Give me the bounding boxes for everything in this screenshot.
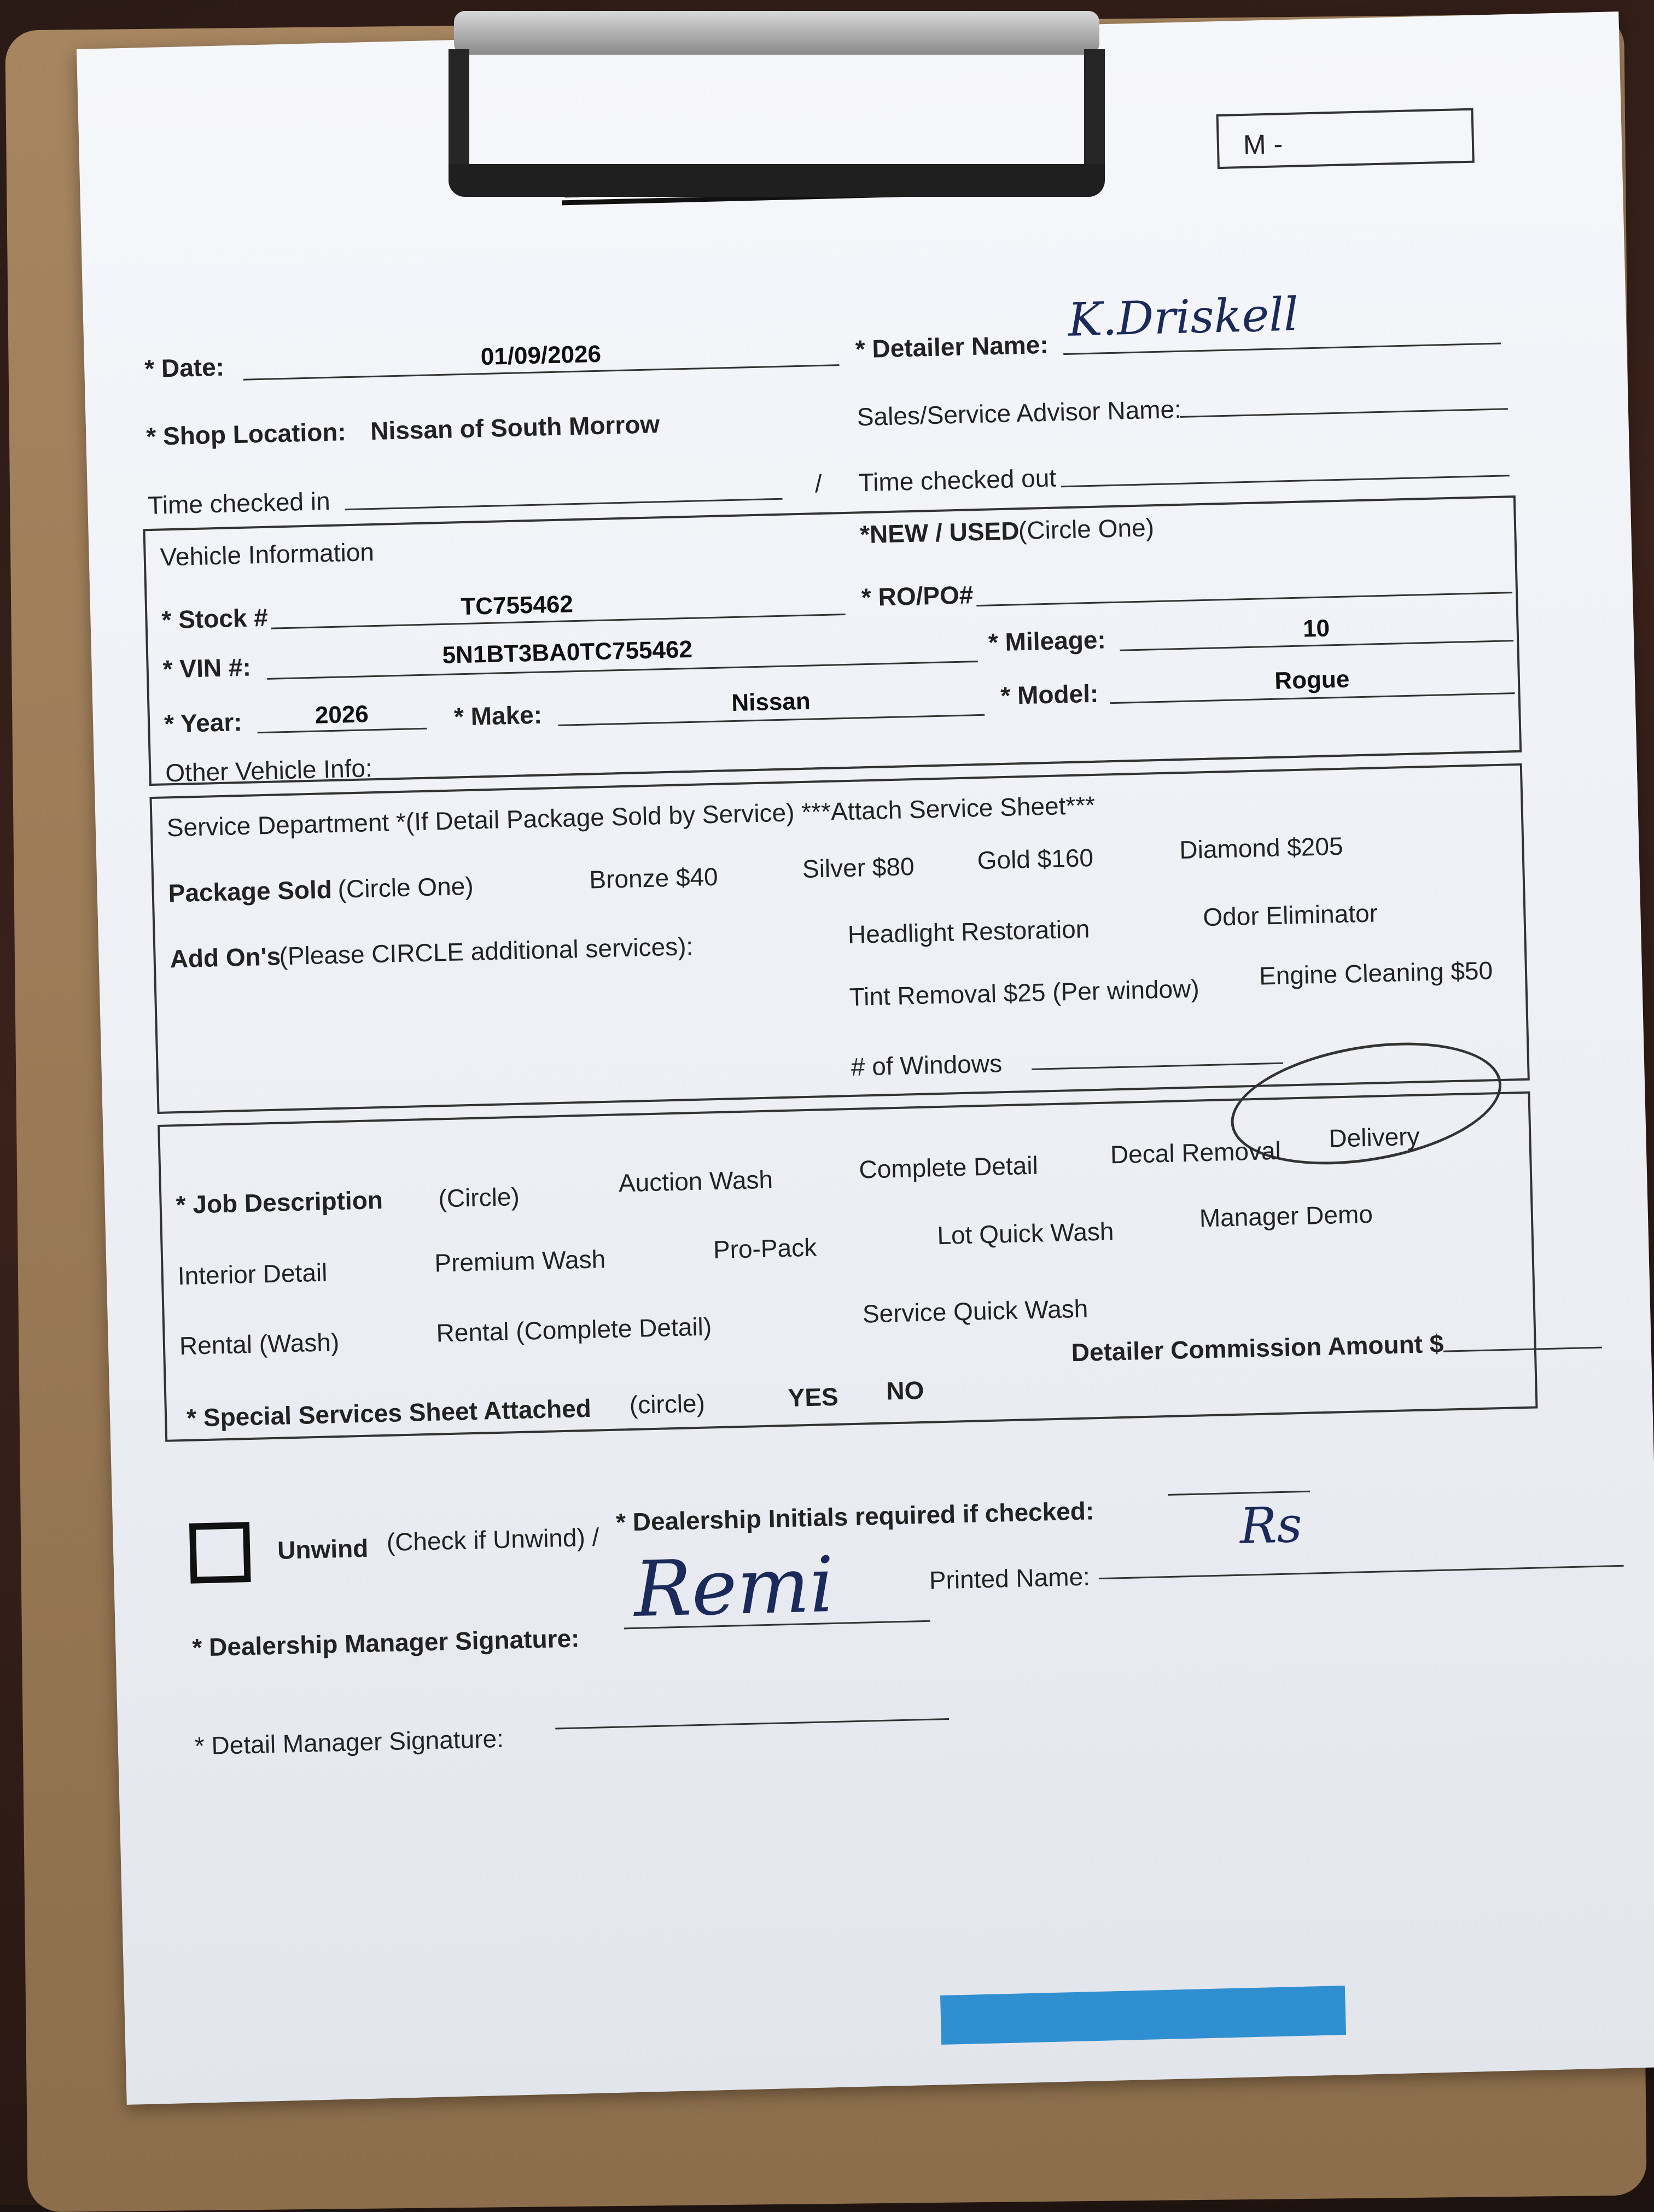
unwind-checkbox[interactable] [189,1522,251,1584]
clipboard-clip-bottom [449,164,1105,197]
package-gold[interactable]: Gold $160 [977,843,1094,875]
detail-manager-signature-line[interactable] [555,1718,949,1730]
windows-count-label: # of Windows [851,1049,1003,1081]
m-number-box[interactable] [1216,108,1475,169]
package-sold-label: Package Sold [168,875,333,908]
job-auction-wash[interactable]: Auction Wash [618,1165,773,1198]
make-field[interactable]: Nissan [731,687,811,717]
job-delivery[interactable]: Delivery [1328,1122,1420,1153]
add-ons-note: (Please CIRCLE additional services): [278,931,694,971]
addon-headlight-restoration[interactable]: Headlight Restoration [847,914,1090,949]
year-label: * Year: [164,707,243,738]
job-pro-pack[interactable]: Pro-Pack [713,1233,817,1264]
vin-label: * VIN #: [162,652,252,684]
dealership-initials-label: * Dealership Initials required if checked: [615,1496,1094,1537]
job-manager-demo[interactable]: Manager Demo [1199,1199,1373,1233]
new-used-circle-note: (Circle One) [1018,513,1155,545]
time-checked-in-line[interactable] [345,498,783,511]
year-field[interactable]: 2026 [315,701,369,729]
dealership-initials-line[interactable] [1168,1491,1310,1496]
vin-field[interactable]: 5N1BT3BA0TC755462 [442,635,693,669]
time-separator: / [814,469,823,498]
dealership-manager-signature-label: * Dealership Manager Signature: [191,1624,580,1662]
shop-location-value: Nissan of South Morrow [370,410,660,446]
clipboard-clip-bar [454,11,1099,55]
job-interior-detail[interactable]: Interior Detail [177,1258,328,1291]
special-services-label: * Special Services Sheet Attached [186,1393,592,1432]
detailer-name-label: * Detailer Name: [855,330,1049,364]
date-field[interactable]: 01/09/2026 [480,340,602,371]
package-silver[interactable]: Silver $80 [802,852,915,884]
advisor-name-label: Sales/Service Advisor Name: [857,394,1182,431]
unwind-note: (Check if Unwind) / [386,1522,599,1556]
advisor-name-line[interactable] [1180,408,1508,418]
job-complete-detail[interactable]: Complete Detail [858,1151,1039,1184]
addon-odor-eliminator[interactable]: Odor Eliminator [1202,898,1378,932]
shop-location-label: * Shop Location: [145,417,347,451]
job-rental-complete-detail[interactable]: Rental (Complete Detail) [435,1312,712,1347]
m-number-label: M - [1243,129,1283,160]
job-rental-wash[interactable]: Rental (Wash) [179,1327,340,1361]
package-diamond[interactable]: Diamond $205 [1179,831,1344,865]
job-description-circle-note: (Circle) [438,1182,520,1213]
detailer-name-field[interactable]: K.Driskell [1067,287,1299,347]
model-field[interactable]: Rogue [1274,666,1350,694]
addon-tint-removal[interactable]: Tint Removal $25 (Per window) [849,974,1200,1011]
mileage-field[interactable]: 10 [1302,615,1330,643]
job-decal-removal[interactable]: Decal Removal [1110,1136,1282,1169]
vehicle-info-label: Vehicle Information [160,537,375,571]
model-label: * Model: [1000,679,1099,710]
make-label: * Make: [453,700,543,731]
special-services-yes[interactable]: YES [788,1382,839,1412]
stock-field[interactable]: TC755462 [460,591,574,621]
job-service-quick-wash[interactable]: Service Quick Wash [862,1294,1088,1328]
time-checked-out-label: Time checked out [858,463,1057,497]
time-checked-out-line[interactable] [1061,475,1510,487]
printed-name-line [1099,1565,1624,1579]
special-services-no[interactable]: NO [886,1375,925,1405]
mileage-label: * Mileage: [988,625,1106,657]
addon-engine-cleaning[interactable]: Engine Cleaning $50 [1259,956,1493,990]
unwind-label: Unwind [277,1533,369,1565]
job-description-label: * Job Description [176,1185,383,1219]
special-services-circle-note: (circle) [629,1388,706,1420]
dealership-manager-signature[interactable]: Remi [633,1540,835,1635]
ro-po-label: * RO/PO# [861,580,974,612]
date-label: * Date: [144,352,225,383]
detail-manager-signature-label: * Detail Manager Signature: [194,1724,504,1760]
stock-label: * Stock # [161,603,269,634]
job-lot-quick-wash[interactable]: Lot Quick Wash [936,1217,1114,1250]
package-sold-circle-note: (Circle One) [337,871,474,903]
package-bronze[interactable]: Bronze $40 [589,862,719,894]
add-ons-label: Add On's [170,942,281,973]
service-department-header: Service Department *(If Detail Package Sold by Service) ***Attach Service Sheet*** [166,790,1096,842]
commission-label: Detailer Commission Amount $ [1071,1329,1444,1367]
printed-name-field[interactable]: Rs [1239,1496,1303,1555]
blue-tab [940,1986,1346,2045]
other-vehicle-info-label: Other Vehicle Info: [165,754,373,787]
job-premium-wash[interactable]: Premium Wash [434,1245,606,1277]
new-used-label[interactable]: *NEW / USED [859,516,1020,549]
printed-name-label: Printed Name: [929,1562,1091,1595]
detail-service-order-sheet [77,11,1654,2105]
time-checked-in-label: Time checked in [147,486,331,520]
